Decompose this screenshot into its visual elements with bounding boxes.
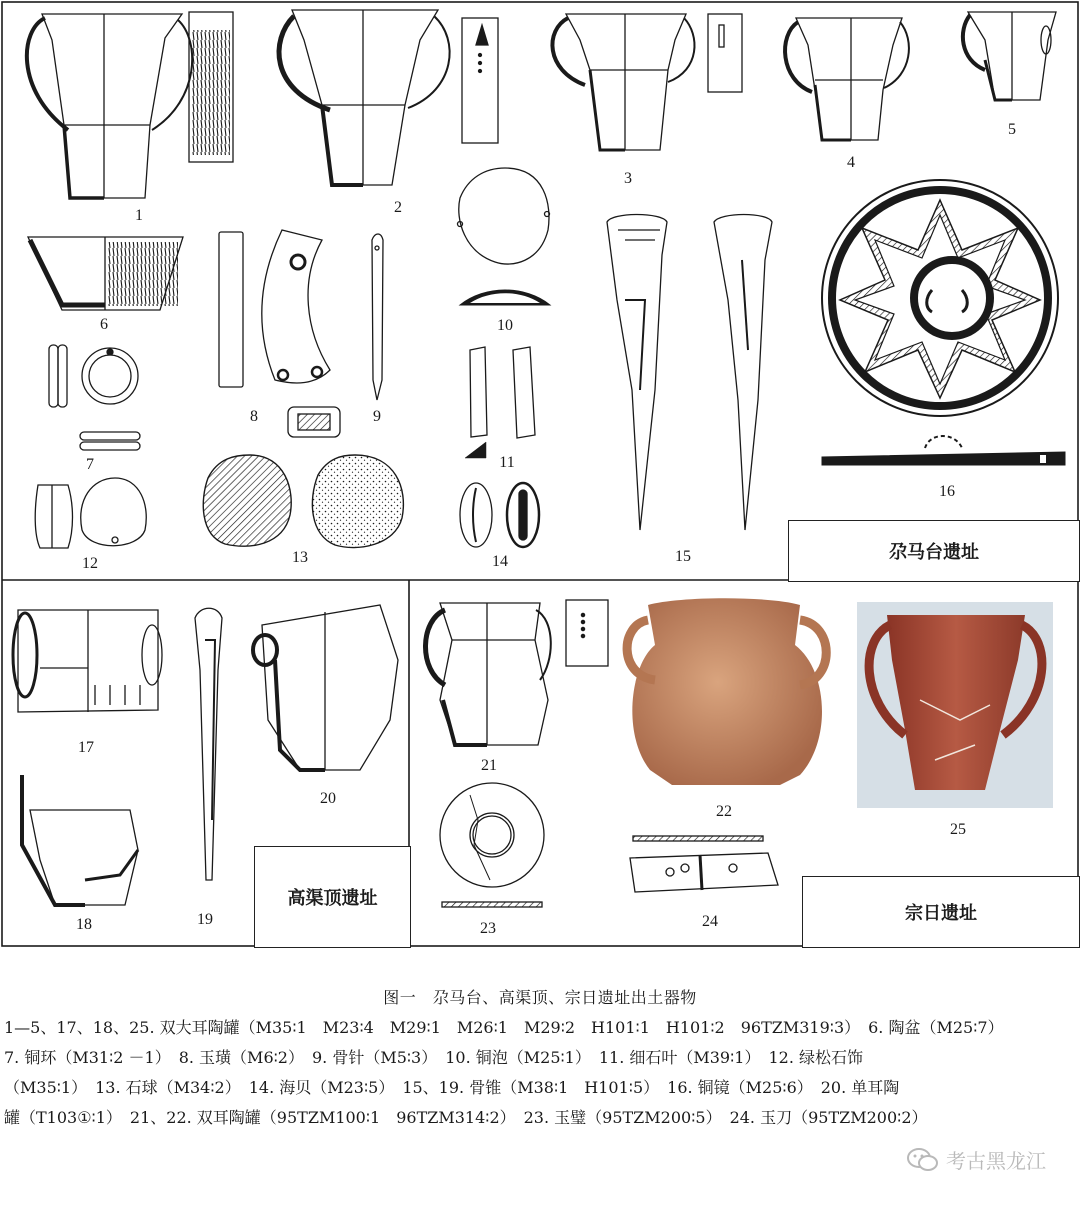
fig-num-3: 3 [624,170,632,187]
artifact-9-bone-needle [372,234,383,400]
artifact-22-photo [627,598,826,785]
artifact-24-jade-knife [630,836,778,892]
watermark [906,1145,1046,1174]
figure-caption-body [4,1013,1078,1133]
artifact-23-jade-disc [440,783,544,907]
fig-num-20: 20 [320,790,336,807]
fig-num-4: 4 [847,154,855,171]
site-label-gaoquding: 高渠顶遗址 [254,846,411,948]
artifact-21-double-ear-jar [425,600,608,745]
fig-num-11: 11 [499,454,515,471]
wechat-icon [906,1147,940,1173]
artifact-11-microblade [465,347,535,458]
fig-num-16: 16 [939,483,955,500]
artifact-15-bone-awl [607,215,772,531]
fig-num-14: 14 [492,553,508,570]
artifact-1-jar [27,12,233,198]
artifact-17-jar-fragment [13,610,162,712]
artifact-12-turquoise [35,478,146,548]
fig-num-5: 5 [1008,121,1016,138]
artifact-10-bronze-bubble [458,168,551,305]
fig-num-15: 15 [675,548,691,565]
artifact-13-stone-ball [203,455,403,548]
artifact-5-jar [963,12,1056,100]
artifact-16-bronze-mirror [822,180,1065,465]
fig-num-7: 7 [86,456,94,473]
artifact-18-jar-fragment [22,775,138,905]
fig-num-1: 1 [135,207,143,224]
fig-num-12: 12 [82,555,98,572]
caption-line: 1—5、17、18、25. 双大耳陶罐（M35∶1 M23∶4 M29∶1 M26∶1 M29∶2 H101∶1 H101∶2 96TZM319∶3） 6. 陶盆（M25∶7） [4,1018,1004,1037]
artifact-25-photo [857,602,1053,808]
fig-num-18: 18 [76,916,92,933]
site-label-zongri: 宗日遗址 [802,876,1080,948]
fig-num-8: 8 [250,408,258,425]
caption-line: 罐（T103①∶1） 21、22. 双耳陶罐（95TZM100∶1 96TZM314∶2） 23. 玉璧（95TZM200∶5） 24. 玉刀（95TZM200∶2） [4,1108,928,1127]
fig-num-24: 24 [702,913,718,930]
artifact-20-single-ear-jar [253,605,398,770]
artifact-8-jade-pendant [219,230,340,437]
fig-num-13: 13 [292,549,308,566]
fig-num-17: 17 [78,739,94,756]
caption-line: 7. 铜环（M31∶2 －1） 8. 玉璜（M6∶2） 9. 骨针（M5∶3） 10. 铜泡（M25∶1） 11. 细石叶（M39∶1） 12. 绿松石饰 [4,1048,863,1067]
watermark-text: 考古黑龙江 [946,1149,1046,1173]
artifact-4-jar [785,18,909,140]
artifact-6-basin [28,237,183,310]
fig-num-22: 22 [716,803,732,820]
fig-num-21: 21 [481,757,497,774]
figure-caption-title: 图一 尕马台、高渠顶、宗日遗址出土器物 [383,988,697,1007]
caption-line: （M35∶1） 13. 石球（M34∶2） 14. 海贝（M23∶5） 15、19. 骨锥（M38∶1 H101∶5） 16. 铜镜（M25∶6） 20. 单耳陶 [4,1078,900,1097]
artifact-14-shell [460,483,539,547]
artifact-2-jar [279,10,498,185]
fig-num-2: 2 [394,199,402,216]
fig-num-10: 10 [497,317,513,334]
fig-num-23: 23 [480,920,496,937]
fig-num-9: 9 [373,408,381,425]
fig-num-6: 6 [100,316,108,333]
artifact-19-bone-awl [195,608,222,880]
fig-num-25: 25 [950,821,966,838]
artifact-3-jar [552,14,742,150]
fig-num-19: 19 [197,911,213,928]
site-label-changmatai: 尕马台遗址 [788,520,1080,582]
artifact-7-ring [49,345,140,450]
